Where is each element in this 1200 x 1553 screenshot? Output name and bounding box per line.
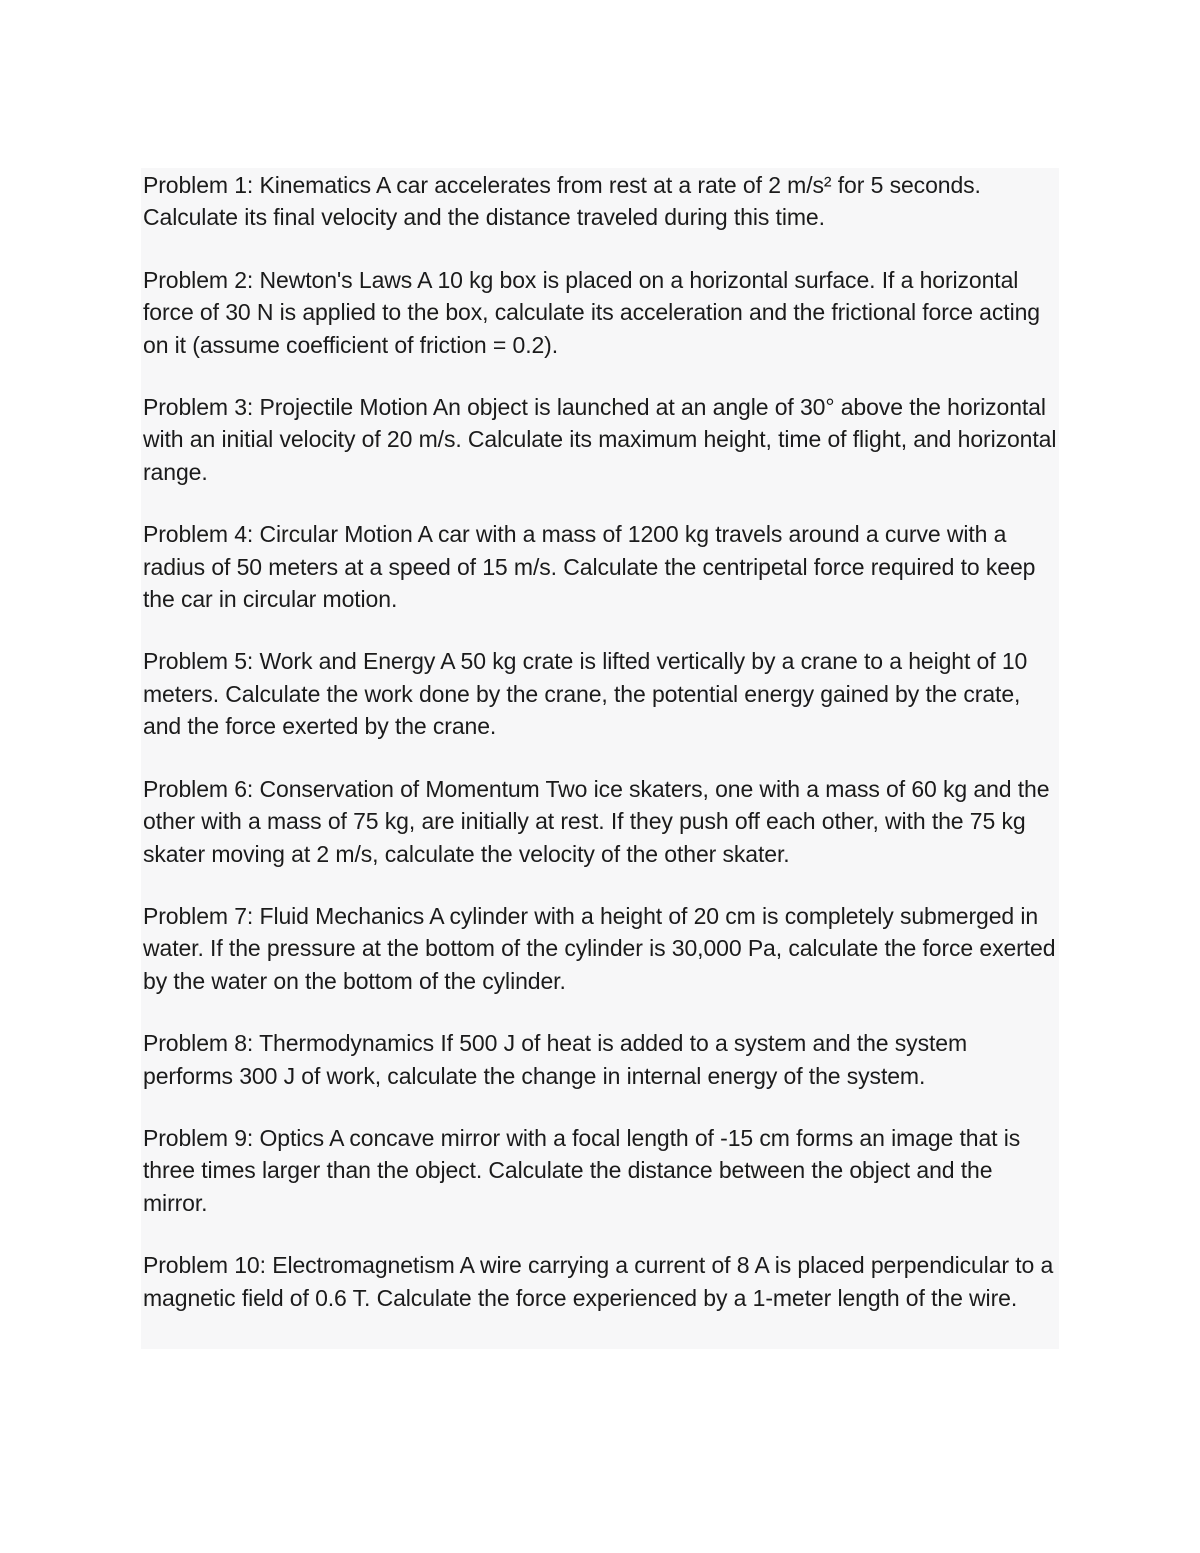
- problem-8: Problem 8: Thermodynamics If 500 J of heat is added to a system and the system performs 300 J of work, calculate the change in internal energy of the system.: [143, 1030, 968, 1089]
- problem-5: Problem 5: Work and Energy A 50 kg crate is lifted vertically by a crane to a height of 10 meters. Calculate the work done by the crane, the potential energy gained by the crate, and the force exerted by the crane.: [143, 648, 1028, 740]
- problem-4: Problem 4: Circular Motion A car with a mass of 1200 kg travels around a curve with a radius of 50 meters at a speed of 15 m/s. Calculate the centripetal force required to keep the car in circular motion.: [143, 521, 1036, 613]
- problem-9: Problem 9: Optics A concave mirror with a focal length of -15 cm forms an image that is three times larger than the object. Calculate the distance between the object and the mirror.: [143, 1124, 1021, 1216]
- problem-1: Problem 1: Kinematics A car accelerates from rest at a rate of 2 m/s² for 5 seconds. Calculate its final velocity and the distance traveled during this time.: [143, 172, 981, 231]
- problem-3: Problem 3: Projectile Motion An object is launched at an angle of 30° above the horizontal with an initial velocity of 20 m/s. Calculate its maximum height, time of flight, and horizontal range.: [143, 394, 1057, 485]
- problem-2: Problem 2: Newton's Laws A 10 kg box is placed on a horizontal surface. If a horizontal force of 30 N is applied to the box, calculate its acceleration and the frictional force acting on it (assume coefficient of friction = 0.2).: [143, 266, 1040, 358]
- problem-10: Problem 10: Electromagnetism A wire carrying a current of 8 A is placed perpendicular to a magnetic field of 0.6 T. Calculate the force experienced by a 1-meter length of the wire.: [143, 1252, 1054, 1311]
- problem-7: Problem 7: Fluid Mechanics A cylinder with a height of 20 cm is completely submerged in water. If the pressure at the bottom of the cylinder is 30,000 Pa, calculate the force exerted by the water on the bottom of the cylinder.: [143, 902, 1056, 994]
- problem-6: Problem 6: Conservation of Momentum Two ice skaters, one with a mass of 60 kg and the other with a mass of 75 kg, are initially at rest. If they push off each other, with the 75 kg skater moving at 2 m/s, calculate the velocity of the other skater.: [143, 775, 1050, 867]
- problem-list: [141, 168, 1059, 1349]
